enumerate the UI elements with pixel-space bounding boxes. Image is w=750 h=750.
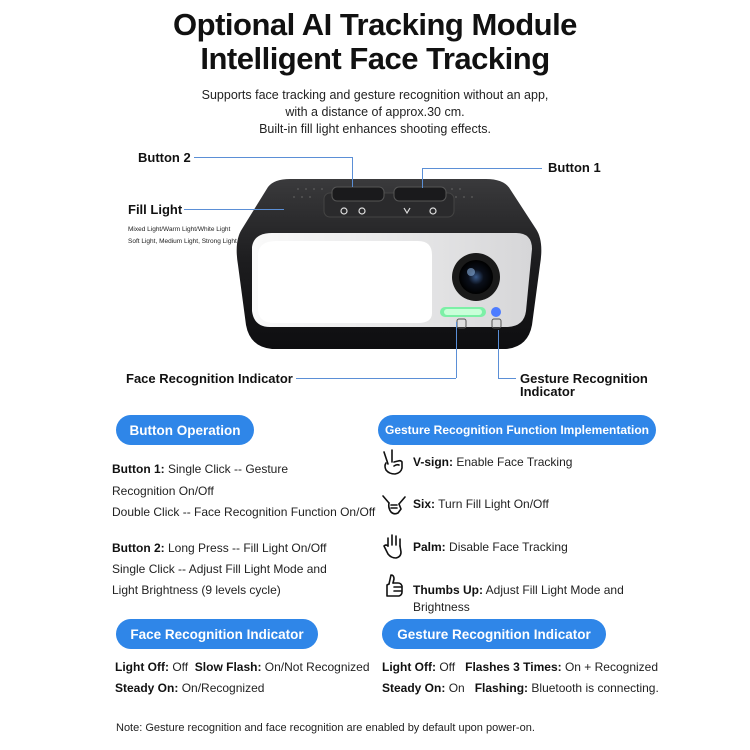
fill-light-callout: Fill Light bbox=[128, 202, 183, 217]
gesture-item-palm: Palm: Disable Face Tracking bbox=[413, 540, 568, 554]
button-operation-heading: Button Operation bbox=[116, 415, 254, 445]
main-title-line2: Intelligent Face Tracking bbox=[200, 41, 550, 76]
button2-description-line3: Light Brightness (9 levels cycle) bbox=[112, 583, 281, 597]
button1-description-line1: Button 1: Single Click -- Gesture bbox=[112, 462, 289, 476]
button2-callout: Button 2 bbox=[138, 150, 191, 165]
face-indicator-line1: Light Off: Off Slow Flash: On/Not Recognized bbox=[115, 660, 370, 674]
thumbs-up-hand-icon bbox=[380, 572, 408, 600]
button1-callout: Button 1 bbox=[548, 160, 601, 175]
v-sign-hand-icon bbox=[380, 448, 408, 476]
gesture-indicator-callout-line1: Gesture Recognition bbox=[520, 371, 648, 386]
face-indicator-callout: Face Recognition Indicator bbox=[126, 371, 293, 386]
footer-note: Note: Gesture recognition and face recognition are enabled by default upon power-on. bbox=[116, 722, 535, 734]
face-indicator-leader-rise bbox=[456, 322, 457, 378]
button1-description-line2: Recognition On/Off bbox=[112, 484, 214, 498]
gesture-indicator-leader-rise bbox=[498, 330, 499, 378]
gesture-indicator-leader bbox=[498, 378, 516, 379]
gesture-indicator-line2: Steady On: On Flashing: Bluetooth is connecting. bbox=[382, 681, 659, 695]
face-indicator-heading: Face Recognition Indicator bbox=[116, 619, 318, 649]
main-title-line1: Optional AI Tracking Module bbox=[173, 7, 577, 42]
button2-description-line2: Single Click -- Adjust Fill Light Mode and bbox=[112, 562, 327, 576]
button2-leader-drop bbox=[352, 157, 353, 187]
palm-hand-icon bbox=[380, 532, 408, 560]
button2-description-line1: Button 2: Long Press -- Fill Light On/Off bbox=[112, 541, 327, 555]
button1-description-line3: Double Click -- Face Recognition Function On/Off bbox=[112, 505, 376, 519]
six-hand-icon bbox=[380, 490, 408, 518]
subtitle-line2: with a distance of approx.30 cm. bbox=[285, 105, 465, 119]
subtitle-line1: Supports face tracking and gesture recognition without an app, bbox=[201, 88, 549, 102]
button1-leader bbox=[422, 168, 542, 169]
button2-leader bbox=[194, 157, 352, 158]
fill-light-levels: Soft Light, Medium Light, Strong Light bbox=[128, 238, 237, 245]
gesture-indicator-heading: Gesture Recognition Indicator bbox=[382, 619, 606, 649]
gesture-item-six: Six: Turn Fill Light On/Off bbox=[413, 497, 549, 511]
fill-light-leader bbox=[184, 209, 284, 210]
gesture-function-heading: Gesture Recognition Function Implementation bbox=[378, 415, 656, 445]
gesture-indicator-callout-line2: Indicator bbox=[520, 384, 575, 399]
face-indicator-leader bbox=[296, 378, 456, 379]
tracking-module-illustration bbox=[228, 175, 550, 365]
gesture-indicator-line1: Light Off: Off Flashes 3 Times: On + Recognized bbox=[382, 660, 659, 674]
gesture-item-vsign: V-sign: Enable Face Tracking bbox=[413, 455, 573, 469]
gesture-item-thumbsup-line1: Thumbs Up: Adjust Fill Light Mode and bbox=[413, 583, 624, 597]
gesture-item-thumbsup-line2: Brightness bbox=[413, 600, 470, 614]
subtitle-line3: Built-in fill light enhances shooting effects. bbox=[259, 122, 491, 136]
fill-light-modes: Mixed Light/Warm Light/White Light bbox=[128, 226, 231, 233]
face-indicator-line2: Steady On: On/Recognized bbox=[115, 681, 265, 695]
button1-leader-drop bbox=[422, 168, 423, 188]
